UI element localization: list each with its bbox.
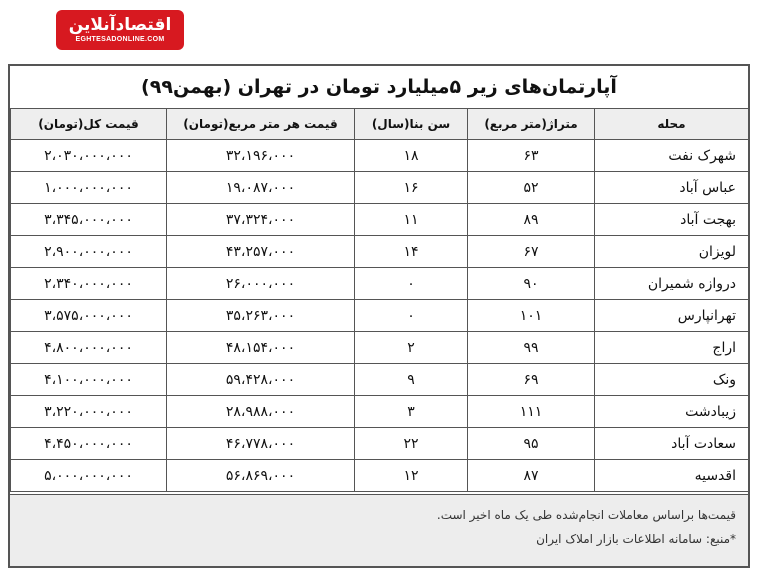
cell-district: دروازه شمیران	[595, 268, 749, 300]
cell-price-per-m2: ۳۷،۳۲۴،۰۰۰	[167, 204, 355, 236]
table-body	[11, 140, 749, 492]
table-row	[11, 364, 749, 396]
cell-age: ۱۸	[355, 140, 468, 172]
cell-total-price: ۳،۵۷۵،۰۰۰،۰۰۰	[11, 300, 167, 332]
cell-price-per-m2: ۲۶،۰۰۰،۰۰۰	[167, 268, 355, 300]
footnotes	[10, 494, 748, 566]
cell-price-per-m2: ۳۵،۲۶۳،۰۰۰	[167, 300, 355, 332]
header-price-per-m2: قیمت هر متر مربع(تومان)	[167, 109, 355, 140]
cell-area: ۶۹	[468, 364, 595, 396]
brand-logo	[56, 10, 184, 50]
cell-district: تهرانپارس	[595, 300, 749, 332]
cell-price-per-m2: ۴۳،۲۵۷،۰۰۰	[167, 236, 355, 268]
table-row	[11, 204, 749, 236]
cell-district: عباس آباد	[595, 172, 749, 204]
cell-area: ۹۹	[468, 332, 595, 364]
cell-district: بهجت آباد	[595, 204, 749, 236]
table-row	[11, 460, 749, 492]
cell-age: ۱۲	[355, 460, 468, 492]
cell-total-price: ۴،۴۵۰،۰۰۰،۰۰۰	[11, 428, 167, 460]
cell-total-price: ۳،۲۲۰،۰۰۰،۰۰۰	[11, 396, 167, 428]
cell-price-per-m2: ۵۶،۸۶۹،۰۰۰	[167, 460, 355, 492]
table-row	[11, 428, 749, 460]
cell-age: ۱۴	[355, 236, 468, 268]
cell-district: اقدسیه	[595, 460, 749, 492]
cell-age: ۳	[355, 396, 468, 428]
header-total-price: قیمت کل(تومان)	[11, 109, 167, 140]
cell-area: ۵۲	[468, 172, 595, 204]
table-row	[11, 268, 749, 300]
logo-text-fa: اقتصادآنلاین	[68, 15, 172, 35]
header-age: سن بنا(سال)	[355, 109, 468, 140]
cell-district: ونک	[595, 364, 749, 396]
cell-district: سعادت آباد	[595, 428, 749, 460]
cell-area: ۶۷	[468, 236, 595, 268]
cell-area: ۶۳	[468, 140, 595, 172]
cell-area: ۹۰	[468, 268, 595, 300]
cell-district: لویزان	[595, 236, 749, 268]
table-row	[11, 396, 749, 428]
table-header-row	[11, 109, 749, 140]
cell-area: ۱۰۱	[468, 300, 595, 332]
cell-area: ۹۵	[468, 428, 595, 460]
cell-total-price: ۴،۱۰۰،۰۰۰،۰۰۰	[11, 364, 167, 396]
cell-district: اراج	[595, 332, 749, 364]
cell-total-price: ۲،۹۰۰،۰۰۰،۰۰۰	[11, 236, 167, 268]
cell-age: ۱۱	[355, 204, 468, 236]
logo-text-en: EGHTESADONLINE.COM	[75, 36, 165, 43]
cell-total-price: ۲،۳۴۰،۰۰۰،۰۰۰	[11, 268, 167, 300]
table-row	[11, 172, 749, 204]
cell-price-per-m2: ۵۹،۴۲۸،۰۰۰	[167, 364, 355, 396]
note-source: *منبع: سامانه اطلاعات بازار املاک ایران	[536, 532, 736, 546]
cell-area: ۱۱۱	[468, 396, 595, 428]
note-pricing-basis: قیمت‌ها براساس معاملات انجام‌شده طی یک ماه اخیر است.	[436, 508, 736, 522]
cell-age: ۰	[355, 268, 468, 300]
cell-price-per-m2: ۳۲،۱۹۶،۰۰۰	[167, 140, 355, 172]
cell-total-price: ۴،۸۰۰،۰۰۰،۰۰۰	[11, 332, 167, 364]
table-row	[11, 332, 749, 364]
cell-district: شهرک نفت	[595, 140, 749, 172]
table-row	[11, 300, 749, 332]
header-district: محله	[595, 109, 749, 140]
cell-age: ۰	[355, 300, 468, 332]
cell-total-price: ۲،۰۳۰،۰۰۰،۰۰۰	[11, 140, 167, 172]
cell-area: ۸۹	[468, 204, 595, 236]
table-row	[11, 140, 749, 172]
cell-total-price: ۳،۳۴۵،۰۰۰،۰۰۰	[11, 204, 167, 236]
table-row	[11, 236, 749, 268]
cell-price-per-m2: ۴۸،۱۵۴،۰۰۰	[167, 332, 355, 364]
cell-price-per-m2: ۴۶،۷۷۸،۰۰۰	[167, 428, 355, 460]
cell-district: زیبادشت	[595, 396, 749, 428]
apartments-table	[10, 108, 749, 492]
cell-age: ۱۶	[355, 172, 468, 204]
header-area: متراژ(متر مربع)	[468, 109, 595, 140]
cell-price-per-m2: ۱۹،۰۸۷،۰۰۰	[167, 172, 355, 204]
infographic-table-frame	[8, 64, 750, 568]
cell-area: ۸۷	[468, 460, 595, 492]
title-bar	[10, 66, 748, 110]
cell-total-price: ۵،۰۰۰،۰۰۰،۰۰۰	[11, 460, 167, 492]
cell-total-price: ۱،۰۰۰،۰۰۰،۰۰۰	[11, 172, 167, 204]
cell-age: ۹	[355, 364, 468, 396]
cell-age: ۲۲	[355, 428, 468, 460]
cell-price-per-m2: ۲۸،۹۸۸،۰۰۰	[167, 396, 355, 428]
cell-age: ۲	[355, 332, 468, 364]
page-title: آپارتمان‌های زیر ۵میلیارد تومان در تهران (بهمن۹۹)	[141, 76, 617, 98]
